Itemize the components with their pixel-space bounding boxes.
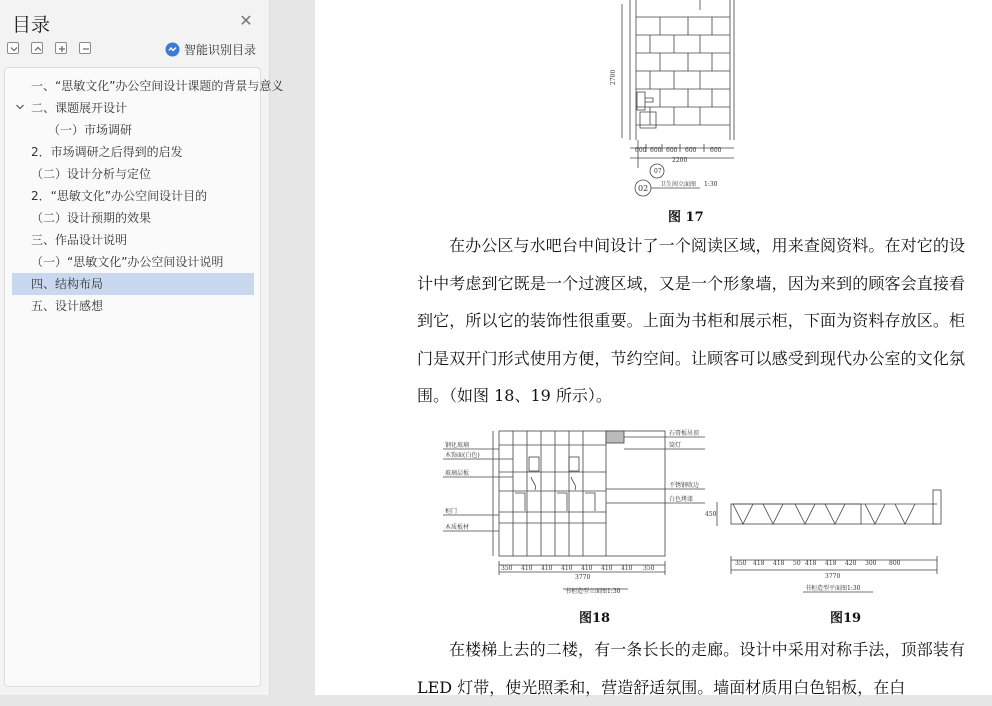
paragraph-reading-area: 在办公区与水吧台中间设计了一个阅读区域，用来查阅资料。在对它的设计中考虑到它既是一个过渡区域，又是一个形象墙，因为来到的顾客会直接看到它，所以它的装饰性很重要。上面为书柜和展示柜，下面为资料存放区。柜门是双开门形式使用方便，节约空间。让顾客可以感受到现代办公室的文化氛围。（如图 18、19 所示）。 [417, 236, 965, 405]
fig18-left-label-1: 钢化玻璃 [445, 442, 470, 449]
fig18-dim-7: 410 [621, 565, 633, 572]
remove-heading-icon[interactable] [79, 42, 91, 54]
fig19-dim-1: 350 [735, 560, 747, 567]
fig18-right-label-4: 白色烤漆 [669, 496, 694, 503]
fig19-dim-9: 800 [889, 560, 901, 567]
add-heading-icon[interactable] [55, 42, 67, 54]
figure-19-drawing [705, 482, 945, 600]
fig17-dim-5: 600 [710, 147, 722, 154]
fig17-dim-4: 600 [685, 147, 697, 154]
fig17-dim-2: 600 [650, 147, 662, 154]
toc-sidebar [0, 0, 284, 695]
smart-recognize-icon [165, 42, 180, 57]
collapse-all-icon[interactable] [31, 42, 43, 54]
fig19-dim-7: 420 [845, 560, 857, 567]
fig18-left-label-4: 柜门 [445, 508, 458, 515]
toc-item[interactable]: （二）设计预期的效果 [31, 211, 152, 225]
fig19-depth-dim: 450 [705, 511, 717, 518]
fig18-dim-2: 410 [521, 565, 533, 572]
toc-item[interactable]: 2．“思敏文化”办公空间设计目的 [31, 189, 208, 203]
fig18-dim-5: 410 [581, 565, 593, 572]
toc-item[interactable]: 一、“思敏文化”办公空间设计课题的背景与意义 [31, 79, 284, 93]
toc-item[interactable]: （二）设计分析与定位 [31, 167, 152, 181]
fig18-right-label-2: 筒灯 [669, 442, 682, 449]
toc-item[interactable]: 2．市场调研之后得到的启发 [31, 145, 183, 159]
fig18-dim-3: 410 [541, 565, 553, 572]
fig18-dim-total: 3770 [575, 574, 591, 581]
figure-17-drawing [600, 0, 740, 198]
fig18-dim-8: 350 [643, 565, 655, 572]
fig17-marker-a: 02 [638, 184, 649, 193]
fig17-scale: 1:30 [704, 181, 718, 188]
toc-list [4, 67, 284, 687]
figure-18-caption: 图18 [579, 611, 611, 626]
fig17-dim-3: 600 [666, 147, 678, 154]
figure-18-drawing [443, 427, 705, 599]
toc-item[interactable]: 五、设计感想 [31, 299, 104, 313]
fig17-plan-title: 卫生间立面图 [660, 181, 697, 188]
toc-title: 目录 [12, 14, 51, 36]
fig17-marker-b: 07 [654, 168, 662, 175]
close-icon[interactable]: ✕ [239, 11, 253, 30]
fig19-dim-8: 300 [865, 560, 877, 567]
fig18-right-label-1: 石膏板吊顶 [669, 430, 700, 437]
paragraph-corridor: 在楼梯上去的二楼，有一条长长的走廊。设计中采用对称手法，顶部装有 LED 灯带，使光照柔和，营造舒适氛围。墙面材质用白色铝板，在白 [417, 640, 965, 697]
fig17-dim-total: 2200 [672, 157, 688, 164]
fig19-dim-total: 3770 [825, 573, 841, 580]
figure-17-caption: 图 17 [668, 210, 704, 225]
smart-toc-label: 智能识别目录 [184, 42, 257, 57]
toc-item[interactable]: （一）“思敏文化”办公空间设计说明 [31, 255, 224, 269]
fig19-dim-5: 418 [805, 560, 817, 567]
toc-item[interactable]: （一）市场调研 [48, 123, 133, 137]
fig19-plan-title: 书柜造型平面图1:30 [805, 585, 861, 592]
fig19-dim-2: 418 [753, 560, 765, 567]
fig17-dim-1: 600 [635, 147, 647, 154]
fig18-left-label-3: 玻璃层板 [445, 470, 470, 477]
fig19-dim-3: 418 [773, 560, 785, 567]
smart-toc-button[interactable] [165, 41, 256, 57]
fig18-left-label-2: 木饰面(白色) [445, 452, 480, 459]
toc-item[interactable]: 三、作品设计说明 [31, 233, 128, 247]
document-page [315, 0, 992, 695]
toc-item[interactable]: 二、课题展开设计 [31, 101, 128, 115]
fig18-dim-4: 410 [561, 565, 573, 572]
fig18-dim-6: 410 [601, 565, 613, 572]
fig17-height-dim: 2700 [610, 69, 617, 85]
toc-item-active[interactable]: 四、结构布局 [12, 273, 254, 295]
fig19-dim-4: 50 [793, 560, 801, 567]
fig18-right-label-3: 不锈钢收边 [669, 482, 700, 489]
expand-all-icon[interactable] [7, 42, 19, 54]
figure-19-caption: 图19 [830, 611, 862, 626]
fig19-dim-6: 418 [825, 560, 837, 567]
fig18-dim-1: 350 [501, 565, 513, 572]
fig18-plan-title: 书柜造型立面图1:30 [565, 588, 621, 595]
fig18-left-label-5: 木质板材 [445, 524, 470, 531]
